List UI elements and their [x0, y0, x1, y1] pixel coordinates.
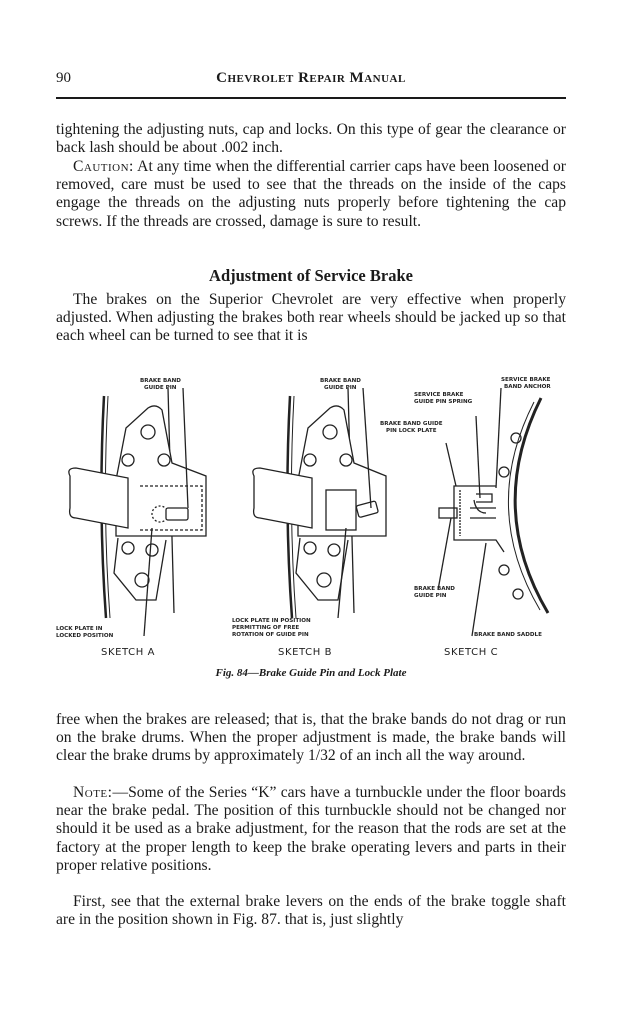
svg-text:LOCK PLATE IN POSITION: LOCK PLATE IN POSITION [232, 618, 311, 624]
sketch-a-drawing [69, 388, 206, 636]
svg-text:LOCKED POSITION: LOCKED POSITION [56, 633, 114, 639]
svg-text:BRAKE BAND SADDLE: BRAKE BAND SADDLE [474, 632, 542, 638]
page-number: 90 [56, 70, 71, 86]
sketch-c-drawing [438, 388, 548, 636]
caution-label: Caution: [73, 158, 134, 175]
svg-text:GUIDE PIN: GUIDE PIN [144, 385, 177, 391]
section-heading: Adjustment of Service Brake [209, 266, 413, 285]
running-title: Chevrolet Repair Manual [216, 70, 406, 86]
sketch-b-label: SKETCH B [278, 647, 333, 658]
header-rule [56, 97, 566, 99]
svg-text:GUIDE PIN: GUIDE PIN [414, 593, 447, 599]
svg-text:PIN LOCK PLATE: PIN LOCK PLATE [386, 428, 437, 434]
svg-text:BRAKE BAND GUIDE: BRAKE BAND GUIDE [380, 421, 443, 427]
svg-text:BRAKE BAND: BRAKE BAND [414, 586, 455, 592]
svg-text:BRAKE BAND: BRAKE BAND [320, 378, 361, 384]
svg-text:LOCK PLATE IN: LOCK PLATE IN [56, 626, 103, 632]
svg-text:GUIDE PIN: GUIDE PIN [324, 385, 357, 391]
sketch-a-label: SKETCH A [101, 647, 156, 658]
sketch-c-label: SKETCH C [444, 647, 499, 658]
paragraph-note [56, 784, 566, 875]
note-text: —Some of the Series “K” cars have a turnbuckle under the floor boards near the brake pedal. The position of this turnbuckle should not be changed nor should it be used as a brake adjustment, for the reason that the rods are set at the factory at the proper length to keep the brake operating levers and parts in their proper relative positions. [56, 784, 566, 874]
svg-text:SERVICE BRAKE: SERVICE BRAKE [414, 392, 464, 398]
note-label: Note: [73, 784, 113, 801]
figure-caption: Fig. 84—Brake Guide Pin and Lock Plate [215, 667, 407, 679]
paragraph-gear-clearance: tightening the adjusting nuts, cap and locks. On this type of gear the clearance or back lash should be about .002 inch. [56, 121, 566, 157]
sketch-b-drawing [253, 388, 386, 618]
svg-text:SERVICE BRAKE: SERVICE BRAKE [501, 377, 551, 383]
svg-text:GUIDE PIN SPRING: GUIDE PIN SPRING [414, 399, 473, 405]
page-header [56, 70, 566, 94]
svg-text:PERMITTING OF FREE: PERMITTING OF FREE [232, 625, 300, 631]
figure-brake-guide-pin [56, 368, 566, 658]
svg-text:ROTATION OF GUIDE PIN: ROTATION OF GUIDE PIN [232, 632, 309, 638]
paragraph-caution [56, 158, 566, 231]
svg-text:BRAKE BAND: BRAKE BAND [140, 378, 181, 384]
figure-illustration [56, 368, 566, 658]
svg-text:BAND ANCHOR: BAND ANCHOR [504, 384, 551, 390]
caution-text: At any time when the differential carrier caps have been loosened or removed, care must be used to see that the threads on the inside of the caps engage the threads on the adjusting nuts properly before tightening the cap screws. If the threads are crossed, damage is sure to result. [56, 158, 566, 230]
paragraph-first-step: First, see that the external brake levers on the ends of the brake toggle shaft are in the position shown in Fig. 87. that is, just slightly [56, 893, 566, 929]
paragraph-brake-clearance: free when the brakes are released; that is, that the brake bands do not drag or run on the brake drums. When the proper adjustment is made, the brake bands will clear the brake drums by approximately 1/32 of an inch all the way around. [56, 711, 566, 765]
paragraph-brakes-intro: The brakes on the Superior Chevrolet are very effective when properly adjusted. When adjusting the brakes both rear wheels should be jacked up so that each wheel can be turned to see that it is [56, 291, 566, 345]
